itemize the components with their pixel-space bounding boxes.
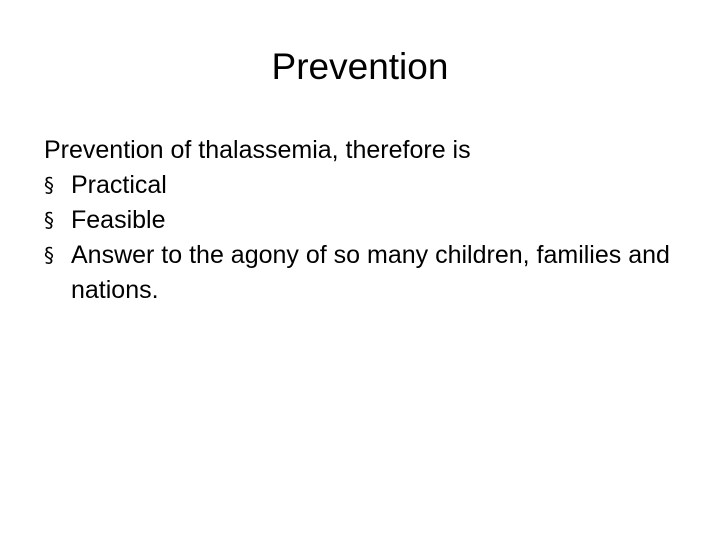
bullet-text: Answer to the agony of so many children, families and nations. [71, 241, 670, 304]
bullet-item-practical [44, 168, 684, 203]
bullet-item-feasible [44, 203, 684, 238]
section-sign-bullet-icon: § [44, 243, 54, 267]
bullet-item-answer [44, 238, 684, 308]
bullet-text: Practical [71, 171, 167, 199]
bullet-text: Feasible [71, 206, 166, 234]
section-sign-bullet-icon: § [44, 173, 54, 197]
section-sign-bullet-icon: § [44, 208, 54, 232]
intro-text: Prevention of thalassemia, therefore is [44, 136, 471, 164]
bullet-list [44, 168, 684, 308]
slide-body [44, 133, 684, 308]
slide-title: Prevention [271, 46, 449, 87]
